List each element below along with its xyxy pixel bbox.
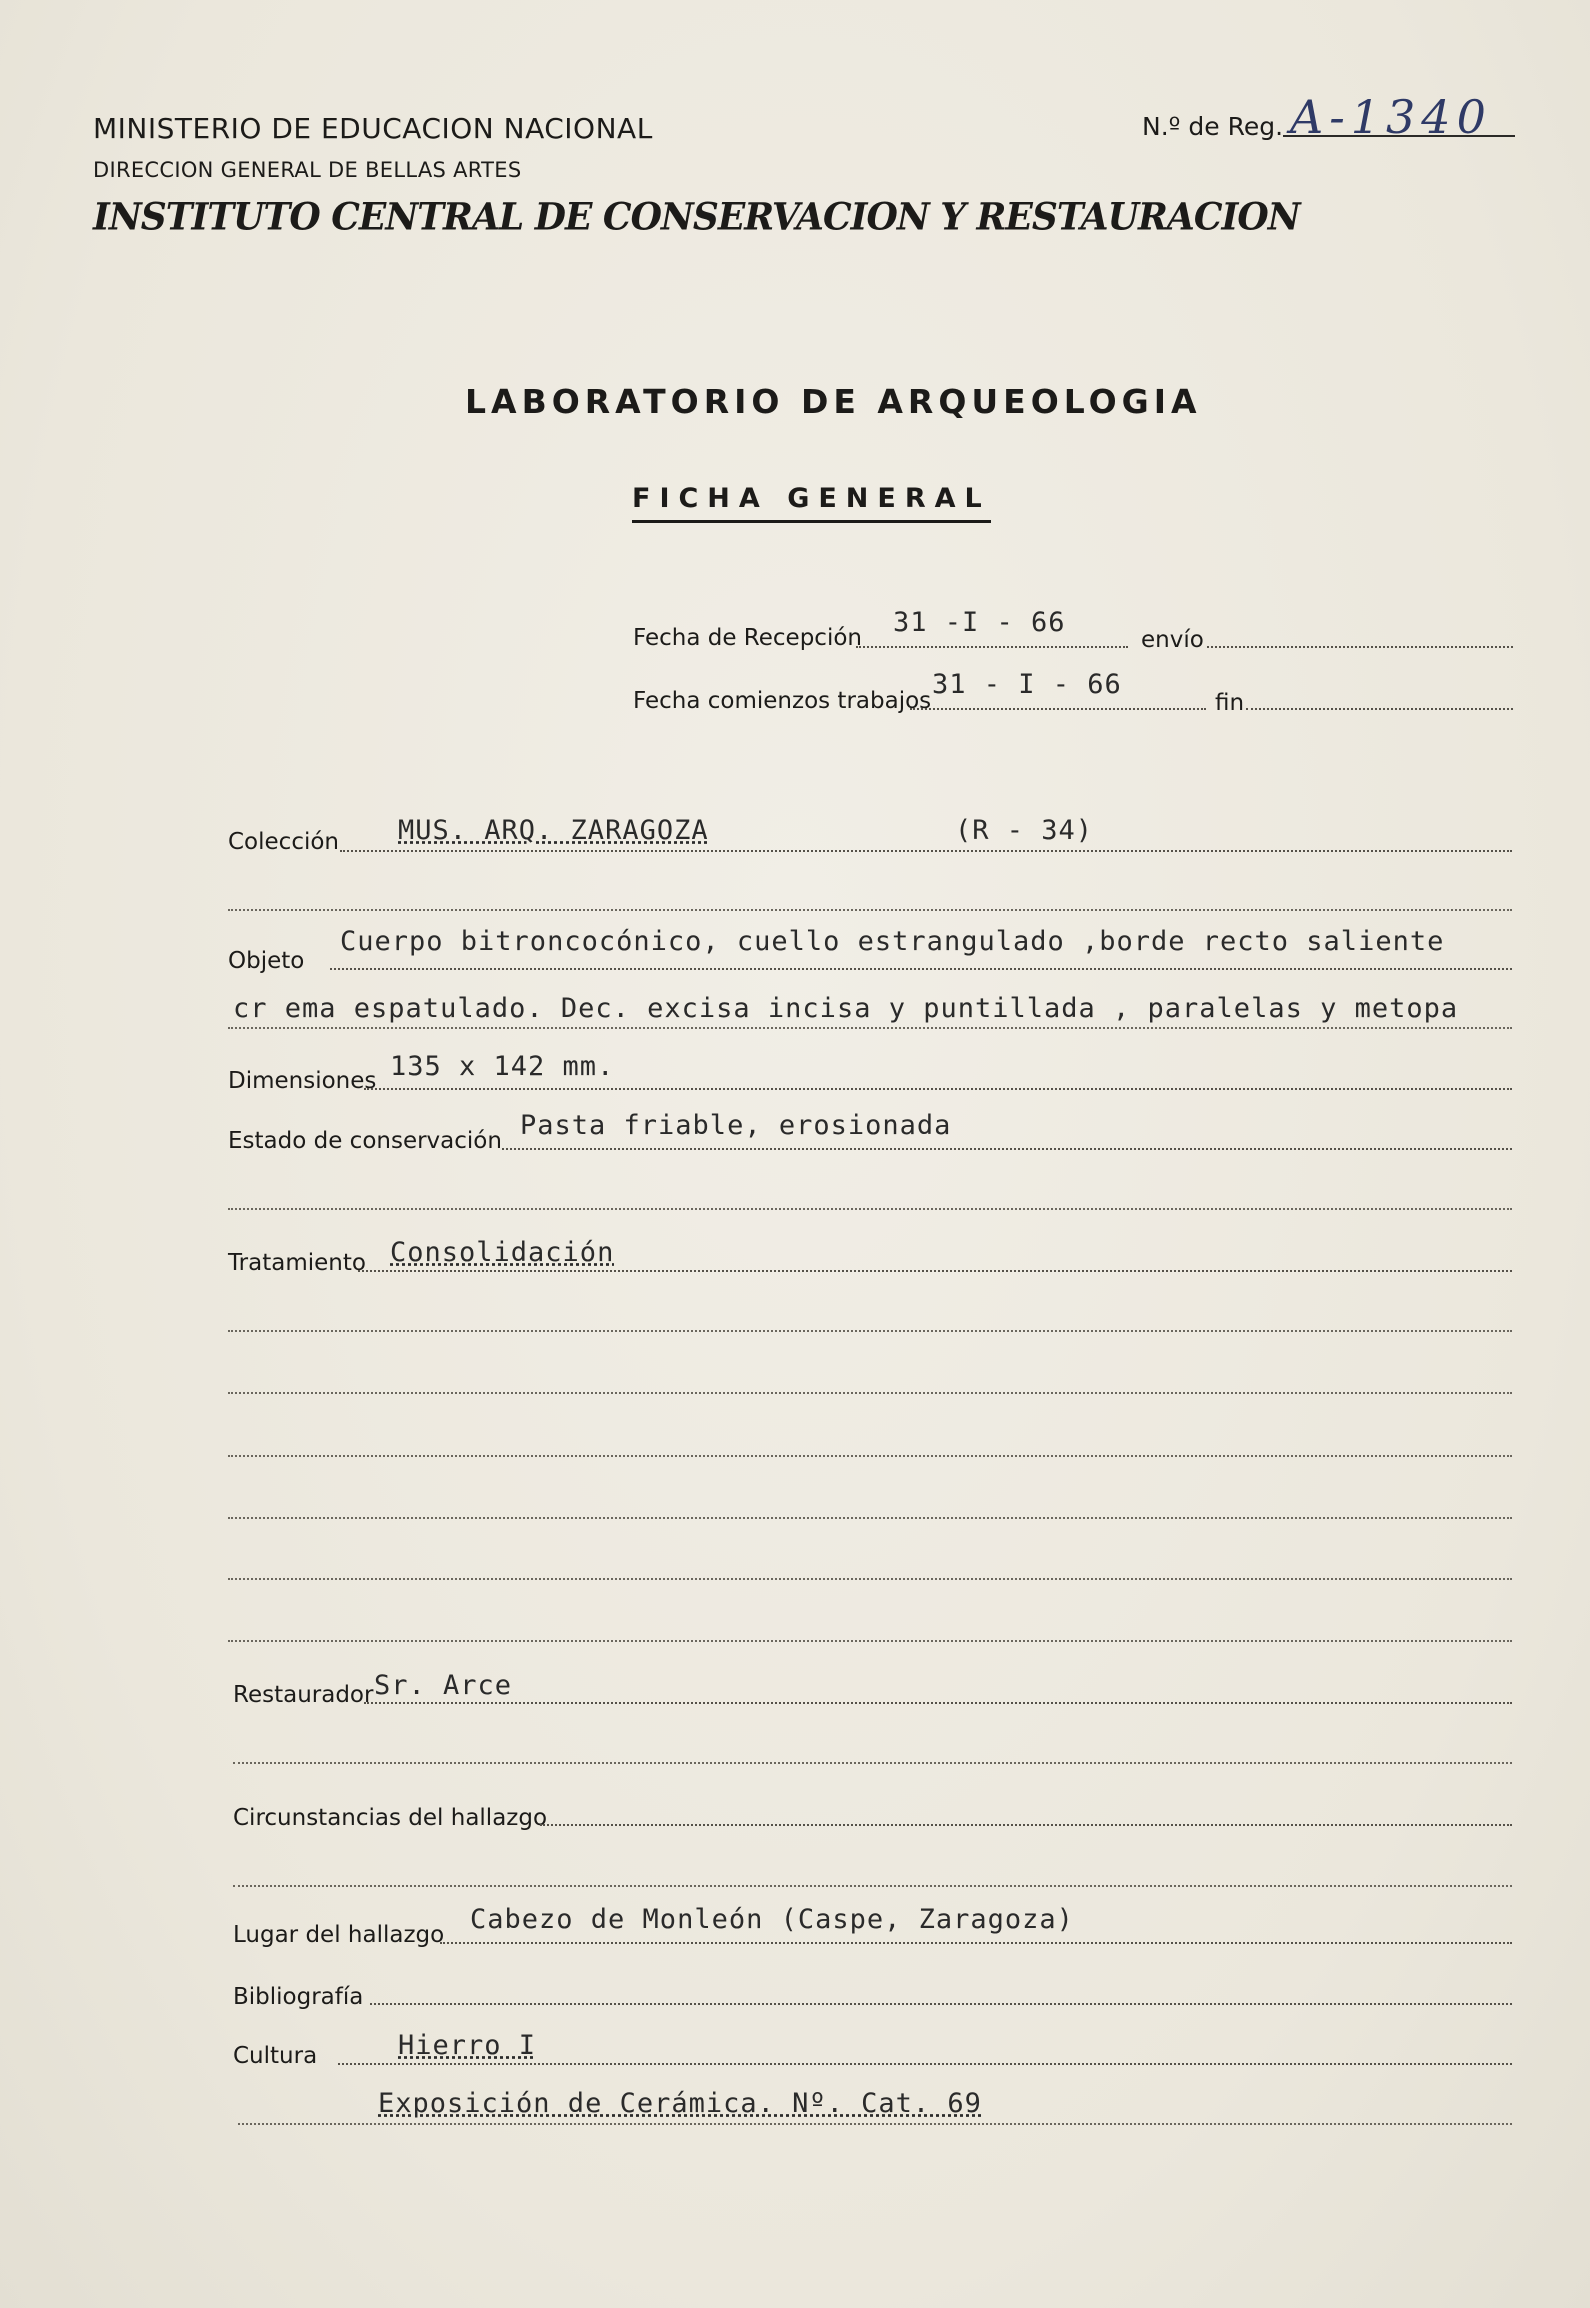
blank-line-6 xyxy=(228,1517,1512,1519)
restaurador-label: Restaurador xyxy=(233,1682,374,1708)
dimensiones-label: Dimensiones xyxy=(228,1068,377,1094)
coleccion-label: Colección xyxy=(228,829,340,855)
reg-label: N.º de Reg. xyxy=(1142,112,1284,141)
blank-line-1 xyxy=(228,909,1512,911)
objeto-value-line2: cr ema espatulado. Dec. excisa incisa y puntillada , paralelas y metopa xyxy=(233,993,1459,1024)
reg-value: A-1340 xyxy=(1290,90,1492,144)
bibliografia-line xyxy=(370,2003,1512,2005)
blank-line-3 xyxy=(228,1330,1512,1332)
exposicion-line xyxy=(238,2123,1512,2125)
lugar-label: Lugar del hallazgo xyxy=(233,1922,445,1948)
lugar-line xyxy=(440,1942,1512,1944)
estado-line xyxy=(502,1148,1512,1150)
blank-line-2 xyxy=(228,1208,1512,1210)
bibliografia-label: Bibliografía xyxy=(233,1984,364,2010)
coleccion-ref: (R - 34) xyxy=(955,815,1094,846)
objeto-label: Objeto xyxy=(228,948,305,974)
dimensiones-value: 135 x 142 mm. xyxy=(390,1051,615,1082)
end-line xyxy=(1246,708,1513,710)
blank-line-7 xyxy=(228,1578,1512,1580)
blank-line-10 xyxy=(233,1885,1512,1887)
lugar-value: Cabezo de Monleón (Caspe, Zaragoza) xyxy=(470,1904,1074,1935)
coleccion-line xyxy=(340,850,1512,852)
tratamiento-line xyxy=(358,1270,1512,1272)
blank-line-9 xyxy=(233,1762,1512,1764)
objeto-value-line1: Cuerpo bitroncocónico, cuello estrangulado ,borde recto saliente xyxy=(340,926,1445,957)
estado-value: Pasta friable, erosionada xyxy=(520,1110,952,1141)
circunstancias-label: Circunstancias del hallazgo xyxy=(233,1805,548,1831)
institute-header: INSTITUTO CENTRAL DE CONSERVACION Y RESTAURACION xyxy=(93,194,1300,240)
cultura-value: Hierro I xyxy=(398,2030,537,2061)
end-label: fin xyxy=(1215,690,1245,716)
page-subtitle: FICHA GENERAL xyxy=(632,483,991,523)
start-value: 31 - I - 66 xyxy=(932,669,1122,700)
page-title: LABORATORIO DE ARQUEOLOGIA xyxy=(465,382,1202,421)
blank-line-8 xyxy=(228,1640,1512,1642)
ministry-header: MINISTERIO DE EDUCACION NACIONAL xyxy=(93,112,653,145)
cultura-label: Cultura xyxy=(233,2043,318,2069)
blank-line-4 xyxy=(228,1392,1512,1394)
restaurador-value: Sr. Arce xyxy=(374,1670,513,1701)
reception-line xyxy=(856,646,1128,648)
tratamiento-label: Tratamiento xyxy=(228,1250,366,1276)
coleccion-value: MUS. ARQ. ZARAGOZA xyxy=(398,815,709,846)
start-line xyxy=(910,708,1206,710)
exposicion-value: Exposición de Cerámica. Nº. Cat. 69 xyxy=(378,2088,982,2119)
start-label: Fecha comienzos trabajos xyxy=(633,688,932,714)
circunstancias-line xyxy=(540,1824,1512,1826)
estado-label: Estado de conservación xyxy=(228,1128,502,1154)
reception-value: 31 -I - 66 xyxy=(893,607,1066,638)
shipment-label: envío xyxy=(1141,627,1204,653)
direction-header: DIRECCION GENERAL DE BELLAS ARTES xyxy=(93,158,522,182)
reception-label: Fecha de Recepción xyxy=(633,625,862,651)
dimensiones-line xyxy=(364,1088,1512,1090)
restaurador-line xyxy=(364,1702,1512,1704)
blank-line-5 xyxy=(228,1455,1512,1457)
objeto-line xyxy=(330,968,1512,970)
cultura-line xyxy=(338,2063,1512,2065)
objeto-line-2 xyxy=(228,1027,1512,1029)
tratamiento-value: Consolidación xyxy=(390,1237,615,1268)
shipment-line xyxy=(1207,646,1513,648)
